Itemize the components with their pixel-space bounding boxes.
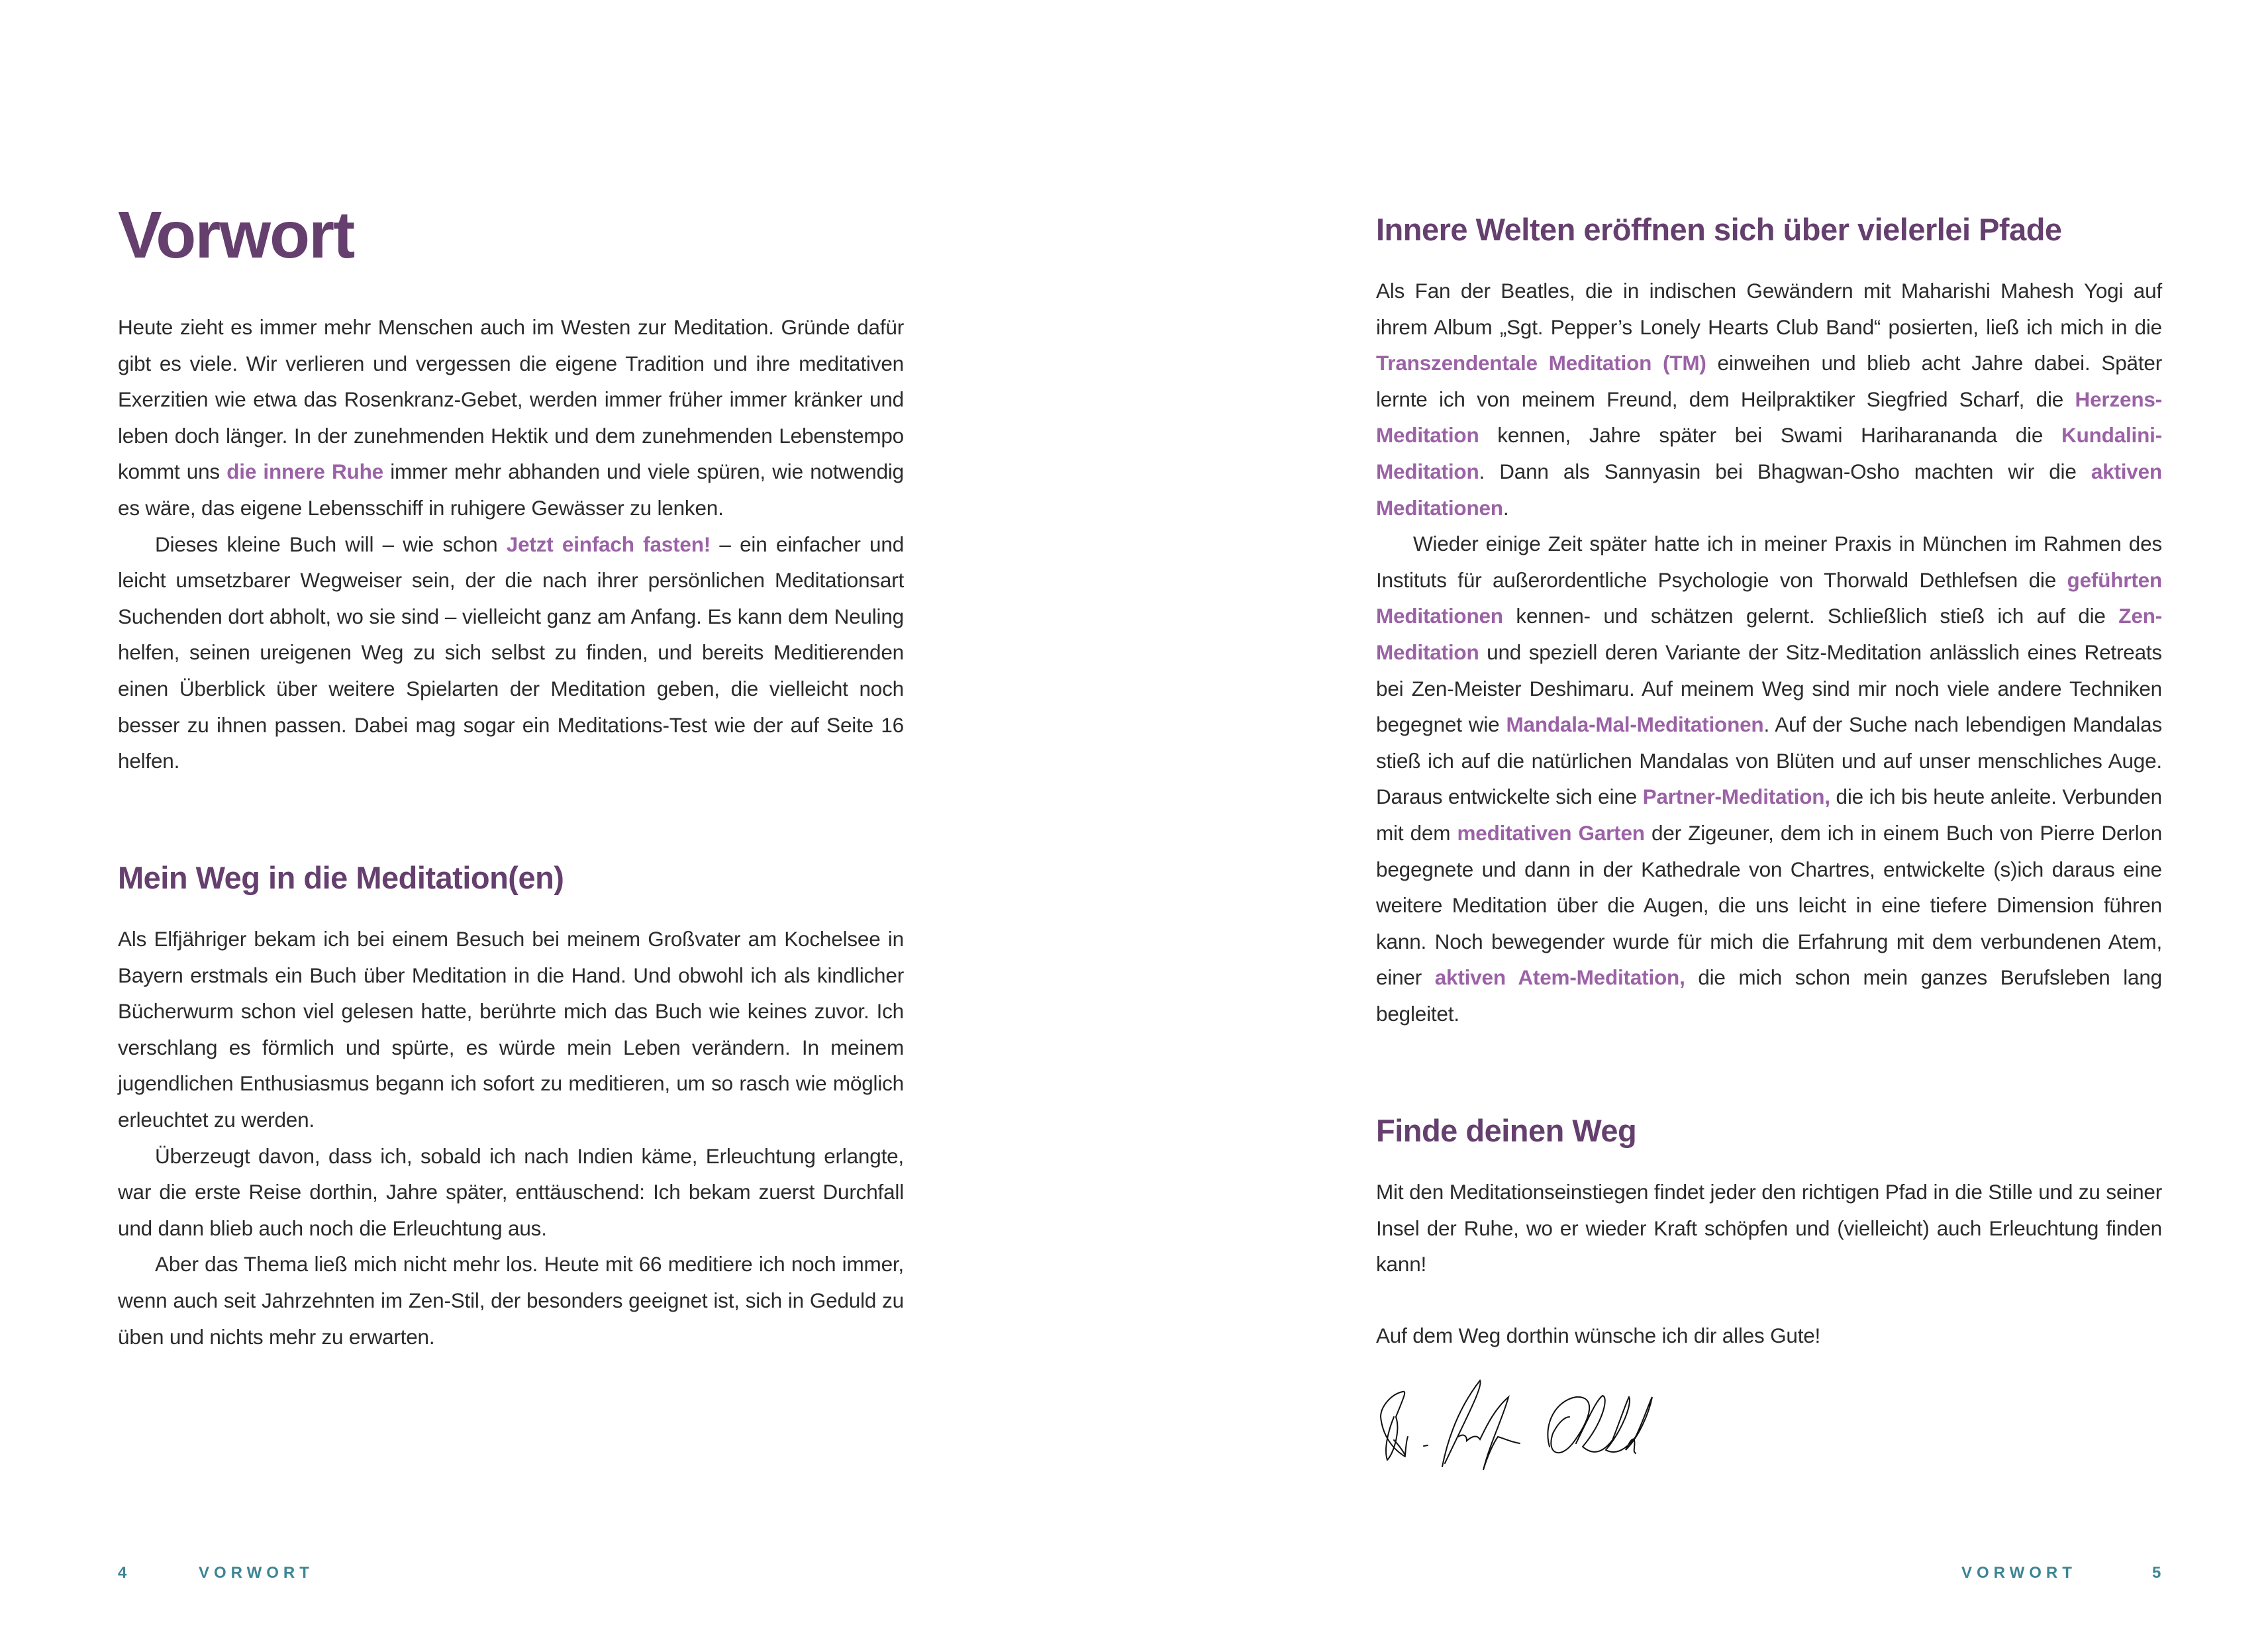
- text-segment: die ich bis heute anleite. Verbunden mit dem: [1376, 785, 2162, 845]
- highlighted-term: Mandala-Mal-Meditationen: [1506, 712, 1764, 737]
- highlighted-term: die innere Ruhe: [226, 459, 383, 484]
- text-segment: immer mehr abhanden und viele spüren, wie notwendig es wäre, das eigene Lebensschiff in ruhigere Gewässer zu lenken.: [118, 459, 904, 520]
- text-segment: der Zigeuner, dem ich in einem Buch von Pierre Derlon begegnete und dann in der Kathedrale von Chartres, entwickelte (s)ich daraus eine weitere Meditation über die Augen, die uns leicht in eine tiefere Dimension führen kann. Noch bewegender wurde für mich die Erfahrung mit dem verbundenen Atem, einer: [1376, 820, 2163, 990]
- section-text: [1376, 1174, 2162, 1282]
- running-head: VORWORT: [199, 1564, 314, 1582]
- paragraph: [118, 1138, 904, 1247]
- text-segment: .: [1503, 495, 1509, 520]
- text-segment: und speziell deren Variante der Sitz-Meditation anlässlich eines Retreats bei Zen-Meister Deshimaru. Auf meinem Weg sind mir noch viele andere Techniken begegnet wie: [1376, 640, 2162, 737]
- highlighted-term: geführten Meditationen: [1376, 567, 2162, 628]
- highlighted-term: Herzens-Meditation: [1376, 387, 2162, 448]
- text-segment: kennen, Jahre später bei Swami Hariharananda die: [1479, 423, 2062, 448]
- section-text: [118, 921, 904, 1355]
- highlighted-term: meditativen Garten: [1457, 820, 1645, 845]
- text-segment: Wieder einige Zeit später hatte ich in meiner Praxis in München im Rahmen des Instituts für außerordentliche Psychologie von Thorwald Dethlefsen die: [1376, 532, 2162, 592]
- highlighted-term: Zen-Meditation: [1376, 604, 2162, 664]
- intro-text: [118, 309, 904, 779]
- section-heading: Finde deinen Weg: [1376, 1113, 1637, 1148]
- page-title: Vorwort: [118, 198, 354, 272]
- paragraph: [118, 921, 904, 1138]
- section-heading: Mein Weg in die Meditation(en): [118, 860, 564, 895]
- text-segment: Aber das Thema ließ mich nicht mehr los. Heute mit 66 meditiere ich noch immer, wenn auch seit Jahrzehnten im Zen-Stil, der besonders geeignet ist, sich in Geduld zu üben und nichts mehr zu erwarten.: [118, 1252, 904, 1349]
- text-segment: Überzeugt davon, dass ich, sobald ich nach Indien käme, Erleuchtung erlangte, war die erste Reise dorthin, Jahre später, enttäuschend: Ich bekam zuerst Durchfall und dann blieb auch noch die Erleuchtung aus.: [118, 1143, 904, 1240]
- highlighted-term: Jetzt einfach fasten!: [506, 532, 711, 556]
- page-number: 5: [2152, 1564, 2161, 1582]
- text-segment: Mit den Meditationseinstiegen findet jeder den richtigen Pfad in die Stille und zu seiner Insel der Ruhe, wo er wieder Kraft schöpfen und (vielleicht) auch Erleuchtung finden kann!: [1376, 1180, 2162, 1277]
- paragraph: [1376, 1174, 2162, 1282]
- paragraph: [118, 1246, 904, 1355]
- section-heading: Innere Welten eröffnen sich über vielerlei Pfade: [1376, 212, 2062, 247]
- running-head: VORWORT: [1961, 1564, 2077, 1582]
- paragraph: [1376, 273, 2162, 526]
- text-segment: Heute zieht es immer mehr Menschen auch im Westen zur Meditation. Gründe dafür gibt es viele. Wir verlieren und vergessen die eigene Tradition und ihre meditativen Exerzitien wie etwa das Rosenkranz-Gebet, werden immer früher immer kränker und leben doch länger. In der zunehmenden Hektik und dem zunehmenden Lebenstempo kommt uns: [118, 315, 904, 484]
- section-text: [1376, 273, 2162, 1032]
- page-number: 4: [118, 1564, 127, 1582]
- text-segment: Dieses kleine Buch will – wie schon: [155, 532, 507, 556]
- text-segment: einweihen und blieb acht Jahre dabei. Später lernte ich von meinem Freund, dem Heilpraktiker Siegfried Scharf, die: [1376, 351, 2162, 411]
- highlighted-term: Transzendentale Meditation (TM): [1376, 351, 1706, 375]
- paragraph: [118, 309, 904, 526]
- highlighted-term: Partner-Meditation,: [1642, 785, 1830, 809]
- text-segment: Als Elfjähriger bekam ich bei einem Besuch bei meinem Großvater am Kochelsee in Bayern erstmals ein Buch über Meditation in die Hand. Und obwohl ich als kindlicher Bücherwurm schon viel gelesen hatte, berührte mich das Buch wie keines zuvor. Ich verschlang es förmlich und spürte, es würde mein Leben verändern. In meinem jugendlichen Enthusiasmus begann ich sofort zu meditieren, um so rasch wie möglich erleuchtet zu werden.: [118, 927, 904, 1132]
- text-segment: – ein einfacher und leicht umsetzbarer Wegweiser sein, der die nach ihrer persönlichen Meditationsart Suchenden dort abholt, wo sie sind – vielleicht ganz am Anfang. Es kann dem Neuling helfen, seinen ureigenen Weg zu sich selbst zu finden, und bereits Meditierenden einen Überblick über weitere Spielarten der Meditation geben, die vielleicht noch besser zu ihnen passen. Dabei mag sogar ein Meditations-Test wie der auf Seite 16 helfen.: [118, 532, 905, 773]
- text-segment: . Auf der Suche nach lebendigen Mandalas stieß ich auf die natürlichen Mandalas von Blüten und auf unser menschliches Auge. Daraus entwickelte sich eine: [1376, 712, 2162, 809]
- closing-text: Auf dem Weg dorthin wünsche ich dir alles Gute!: [1376, 1324, 1821, 1347]
- paragraph: [118, 526, 904, 779]
- text-segment: Als Fan der Beatles, die in indischen Gewändern mit Maharishi Mahesh Yogi auf ihrem Album „Sgt. Pepper’s Lonely Hearts Club Band“ posierten, ließ ich mich in die: [1376, 279, 2162, 339]
- highlighted-term: aktiven Atem-Meditation,: [1434, 965, 1685, 990]
- highlighted-term: aktiven Meditationen: [1376, 459, 2162, 520]
- signature: [1364, 1371, 1682, 1490]
- text-segment: . Dann als Sannyasin bei Bhagwan-Osho machten wir die: [1479, 459, 2091, 483]
- text-segment: kennen- und schätzen gelernt. Schließlich stieß ich auf die: [1503, 604, 2119, 628]
- text-segment: die mich schon mein ganzes Berufsleben lang begleitet.: [1376, 965, 2162, 1026]
- highlighted-term: Kundalini-Meditation: [1376, 423, 2162, 483]
- paragraph: [1376, 526, 2162, 1032]
